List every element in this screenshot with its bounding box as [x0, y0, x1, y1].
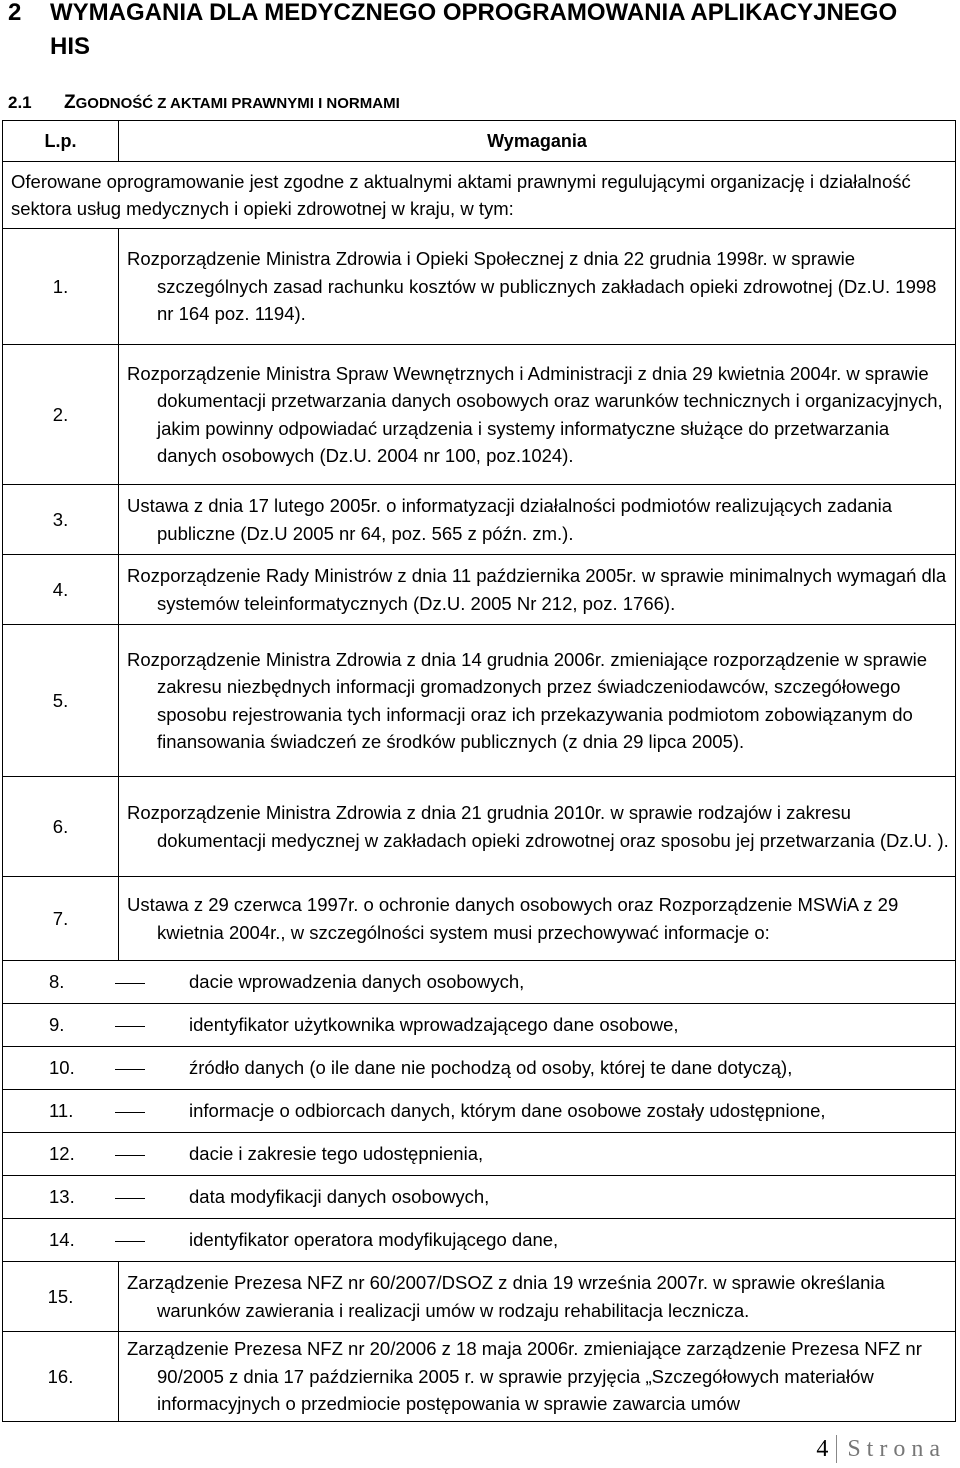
- table-row: [3, 229, 956, 345]
- sub-item-cell: [3, 1047, 956, 1090]
- row-number: 6.: [3, 777, 119, 877]
- sub-item-cell: [3, 1219, 956, 1262]
- intro-text: Oferowane oprogramowanie jest zgodne z aktualnymi aktami prawnymi regulującymi organizację i działalność sektora usług medycznych i opieki zdrowotnej w kraju, w tym:: [3, 162, 956, 229]
- sub-item-row: [3, 1133, 956, 1176]
- sub-item-cell: [3, 961, 956, 1004]
- sub-item-number: 8.: [49, 971, 65, 992]
- sub-item-row: [3, 1004, 956, 1047]
- requirement-text: Rozporządzenie Ministra Spraw Wewnętrznych i Administracji z dnia 29 kwietnia 2004r. w sprawie dokumentacji przetwarzania danych osobowych oraz warunków technicznych i organizacyjnych, jakim powinny odpowiadać urządzenia i systemy informatyczne służące do przetwarzania danych osobowych (Dz.U. 2004 nr 100, poz.1024).: [127, 362, 943, 466]
- table-row: [3, 1332, 956, 1422]
- dash-bullet-icon: [115, 983, 145, 984]
- table-header-row: [3, 121, 956, 162]
- row-number: 5.: [3, 625, 119, 777]
- row-content-cell: [119, 877, 956, 961]
- sub-item-row: [3, 961, 956, 1004]
- sub-item-number: 11.: [49, 1100, 74, 1121]
- page-footer: [816, 1434, 946, 1464]
- sub-item-cell: [3, 1090, 956, 1133]
- row-content-cell: [119, 555, 956, 625]
- sub-item-text: identyfikator użytkownika wprowadzającego dane osobowe,: [189, 1014, 679, 1035]
- table-row: [3, 345, 956, 485]
- sub-item-row: [3, 1047, 956, 1090]
- requirements-table: [2, 120, 956, 1422]
- table-row: [3, 485, 956, 555]
- requirement-text: Zarządzenie Prezesa NFZ nr 60/2007/DSOZ z dnia 19 września 2007r. w sprawie określania warunków zawierania i realizacji umów w rodzaju rehabilitacja lecznicza.: [127, 1272, 885, 1321]
- subsection-heading: [8, 92, 400, 114]
- sub-item-text: dacie wprowadzenia danych osobowych,: [189, 971, 525, 992]
- sub-item-cell: [3, 1133, 956, 1176]
- dash-bullet-icon: [115, 1112, 145, 1113]
- page-number: 4: [816, 1435, 829, 1462]
- subsection-title-initial: Z: [64, 92, 76, 113]
- sub-item-number: 10.: [49, 1057, 75, 1078]
- subsection-number: 2.1: [8, 93, 32, 112]
- sub-item-text: identyfikator operatora modyfikującego dane,: [189, 1229, 559, 1250]
- sub-item-row: [3, 1219, 956, 1262]
- row-number: 7.: [3, 877, 119, 961]
- sub-item-number: 13.: [49, 1186, 75, 1207]
- table-row: [3, 777, 956, 877]
- column-header-lp: L.p.: [3, 121, 119, 162]
- row-content-cell: [119, 625, 956, 777]
- row-number: 3.: [3, 485, 119, 555]
- requirement-text: Zarządzenie Prezesa NFZ nr 20/2006 z 18 maja 2006r. zmieniające zarządzenie Prezesa NFZ nr 90/2005 z dnia 17 października 2005 r. w sprawie przyjęcia „Szczegółowych materiałów informacyjnych o przedmiocie postępowania w sprawie zawarcia umów: [127, 1338, 922, 1415]
- requirement-text: Rozporządzenie Ministra Zdrowia z dnia 21 grudnia 2010r. w sprawie rodzajów i zakresu dokumentacji medycznej w zakładach opieki zdrowotnej oraz sposobu jej przetwarzania (Dz.U. ).: [127, 802, 949, 851]
- footer-separator: [836, 1435, 837, 1463]
- column-header-requirements: Wymagania: [119, 121, 956, 162]
- row-number: 15.: [3, 1262, 119, 1332]
- requirement-text: Rozporządzenie Rady Ministrów z dnia 11 października 2005r. w sprawie minimalnych wymagań dla systemów teleinformatycznych (Dz.U. 2005 Nr 212, poz. 1766).: [127, 565, 947, 614]
- sub-item-number: 12.: [49, 1143, 75, 1164]
- requirement-text: Ustawa z dnia 17 lutego 2005r. o informatyzacji działalności podmiotów realizujących zadania publiczne (Dz.U 2005 nr 64, poz. 565 z późn. zm.).: [127, 495, 893, 544]
- subsection-title-rest: GODNOŚĆ Z AKTAMI PRAWNYMI I NORMAMI: [75, 95, 400, 112]
- dash-bullet-icon: [115, 1241, 145, 1242]
- page-label: Strona: [847, 1435, 946, 1462]
- sub-item-number: 14.: [49, 1229, 75, 1250]
- sub-item-number: 9.: [49, 1014, 65, 1035]
- requirement-text: Ustawa z 29 czerwca 1997r. o ochronie danych osobowych oraz Rozporządzenie MSWiA z 29 kwietnia 2004r., w szczególności system musi przechowywać informacje o:: [127, 894, 899, 943]
- sub-item-row: [3, 1090, 956, 1133]
- row-content-cell: [119, 777, 956, 877]
- row-content-cell: [119, 485, 956, 555]
- dash-bullet-icon: [115, 1026, 145, 1027]
- row-content-cell: [119, 1262, 956, 1332]
- row-content-cell: [119, 345, 956, 485]
- dash-bullet-icon: [115, 1155, 145, 1156]
- sub-item-row: [3, 1176, 956, 1219]
- requirement-text: Rozporządzenie Ministra Zdrowia i Opieki Społecznej z dnia 22 grudnia 1998r. w sprawie szczególnych zasad rachunku kosztów w publicznych zakładach opieki zdrowotnej (Dz.U. 1998 nr 164 poz. 1194).: [127, 248, 937, 325]
- requirement-text: Rozporządzenie Ministra Zdrowia z dnia 14 grudnia 2006r. zmieniające rozporządzenie w sprawie zakresu niezbędnych informacji gromadzonych przez świadczeniodawców, szczegółowego sposobu rejestrowania tych informacji oraz ich przekazywania podmiotom zobowiązanym do finansowania świadczeń ze środków publicznych (z dnia 29 lipca 2005).: [127, 648, 928, 752]
- sub-item-text: informacje o odbiorcach danych, którym dane osobowe zostały udostępnione,: [189, 1100, 826, 1121]
- sub-item-cell: [3, 1176, 956, 1219]
- table-row: [3, 625, 956, 777]
- section-number: 2: [8, 0, 22, 26]
- intro-row: [3, 162, 956, 229]
- dash-bullet-icon: [115, 1069, 145, 1070]
- row-number: 4.: [3, 555, 119, 625]
- table-row: [3, 1262, 956, 1332]
- sub-item-cell: [3, 1004, 956, 1047]
- table-row: [3, 555, 956, 625]
- row-number: 1.: [3, 229, 119, 345]
- dash-bullet-icon: [115, 1198, 145, 1199]
- section-title: WYMAGANIA DLA MEDYCZNEGO OPROGRAMOWANIA APLIKACYJNEGO HIS: [50, 0, 898, 60]
- sub-item-text: źródło danych (o ile dane nie pochodzą od osoby, której te dane dotyczą),: [189, 1057, 793, 1078]
- row-content-cell: [119, 229, 956, 345]
- row-number: 2.: [3, 345, 119, 485]
- sub-item-text: data modyfikacji danych osobowych,: [189, 1186, 490, 1207]
- row-content-cell: [119, 1332, 956, 1422]
- sub-item-text: dacie i zakresie tego udostępnienia,: [189, 1143, 484, 1164]
- row-number: 16.: [3, 1332, 119, 1422]
- table-row: [3, 877, 956, 961]
